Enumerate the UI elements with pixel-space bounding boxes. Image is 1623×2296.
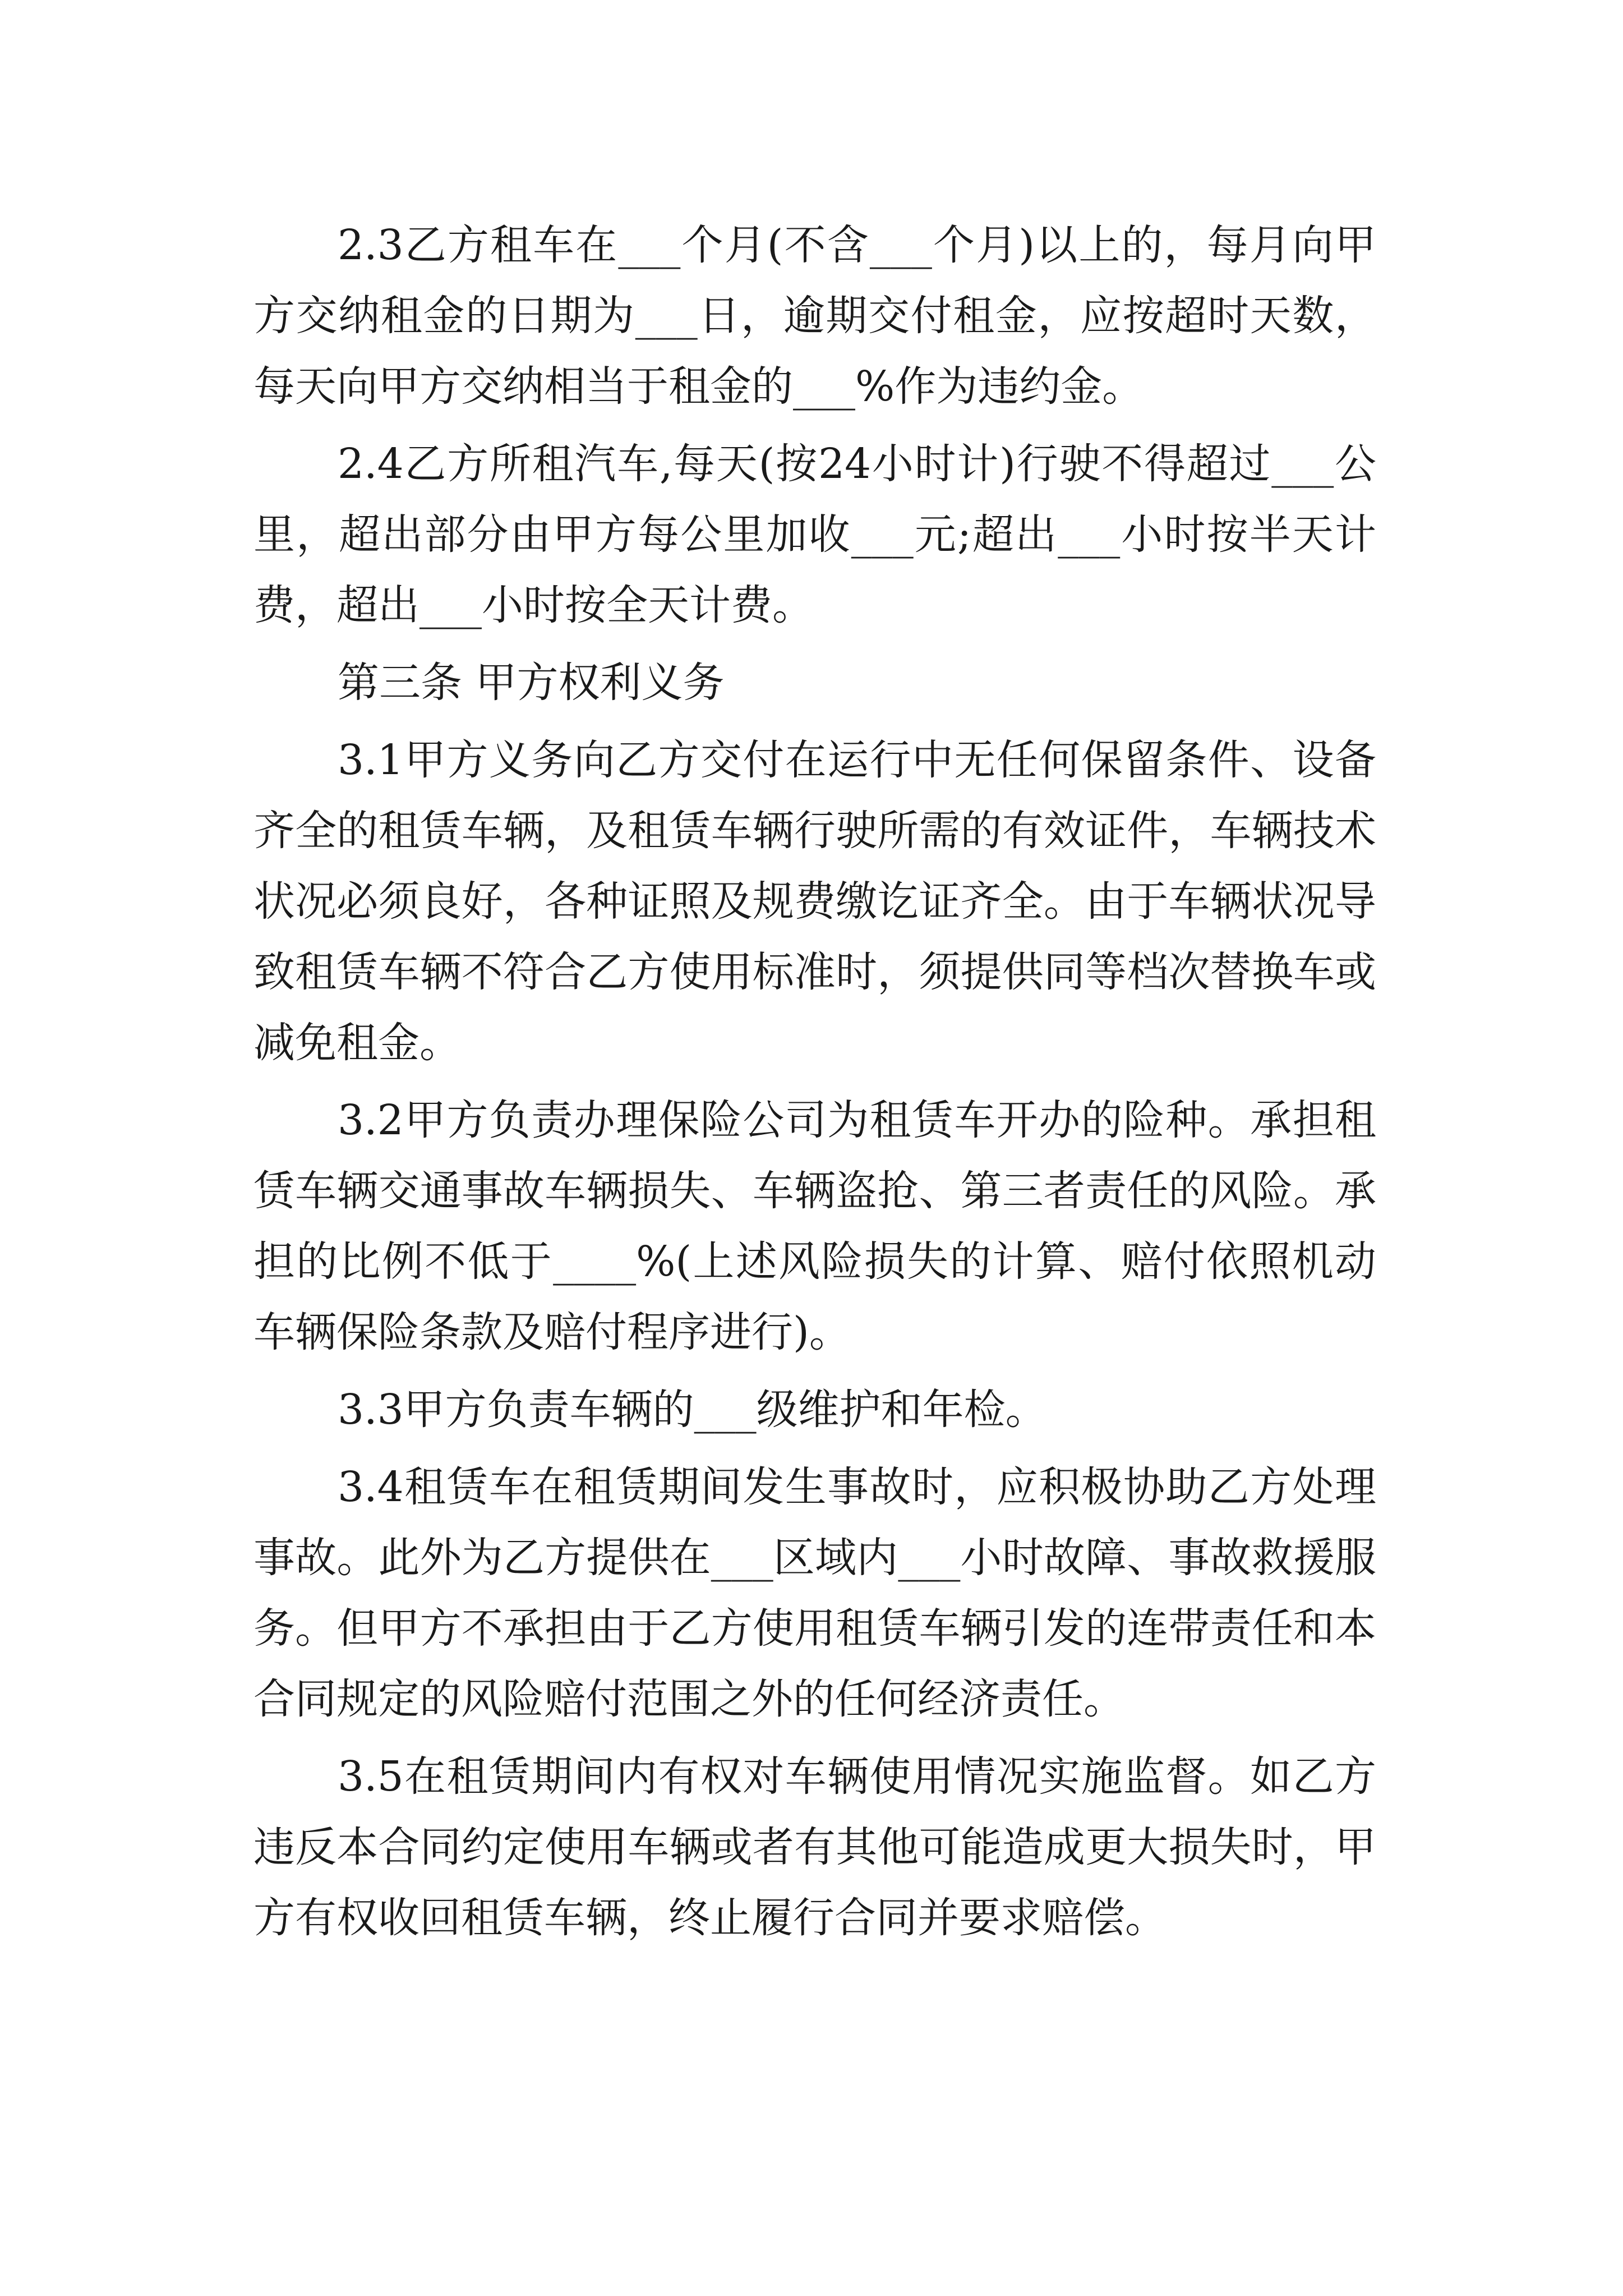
clause-3-2: 3.2甲方负责办理保险公司为租赁车开办的险种。承担租赁车辆交通事故车辆损失、车辆盗抢、第三者责任的风险。承担的比例不低于____%(上述风险损失的计算、赔付依照机动车辆保险条款及赔付程序进行)。 xyxy=(253,1096,1376,1356)
clause-2-4: 2.4乙方所租汽车,每天(按24小时计)行驶不得超过___公里，超出部分由甲方每公里加收___元;超出___小时按半天计费，超出___小时按全天计费。 xyxy=(253,440,1376,629)
clause-3-5: 3.5在租赁期间内有权对车辆使用情况实施监督。如乙方违反本合同约定使用车辆或者有其他可能造成更大损失时，甲方有权收回租赁车辆，终止履行合同并要求赔偿。 xyxy=(253,1752,1376,1942)
clause-3-1: 3.1甲方义务向乙方交付在运行中无任何保留条件、设备齐全的租赁车辆，及租赁车辆行驶所需的有效证件，车辆技术状况必须良好，各种证照及规费缴讫证齐全。由于车辆状况导致租赁车辆不符合乙方使用标准时，须提供同等档次替换车或减免租金。 xyxy=(253,736,1376,1067)
clause-3-4: 3.4租赁车在租赁期间发生事故时，应积极协助乙方处理事故。此外为乙方提供在___区域内___小时故障、事故救援服务。但甲方不承担由于乙方使用租赁车辆引发的连带责任和本合同规定的风险赔付范围之外的任何经济责任。 xyxy=(253,1463,1376,1723)
document-body xyxy=(253,210,1376,1953)
section-heading-article-3: 第三条 甲方权利义务 xyxy=(338,659,725,707)
clause-3-3: 3.3甲方负责车辆的___级维护和年检。 xyxy=(338,1386,1047,1434)
clause-2-3: 2.3乙方租车在___个月(不含___个月)以上的，每月向甲方交纳租金的日期为___日，逾期交付租金，应按超时天数，每天向甲方交纳相当于租金的___%作为违约金。 xyxy=(253,221,1376,411)
